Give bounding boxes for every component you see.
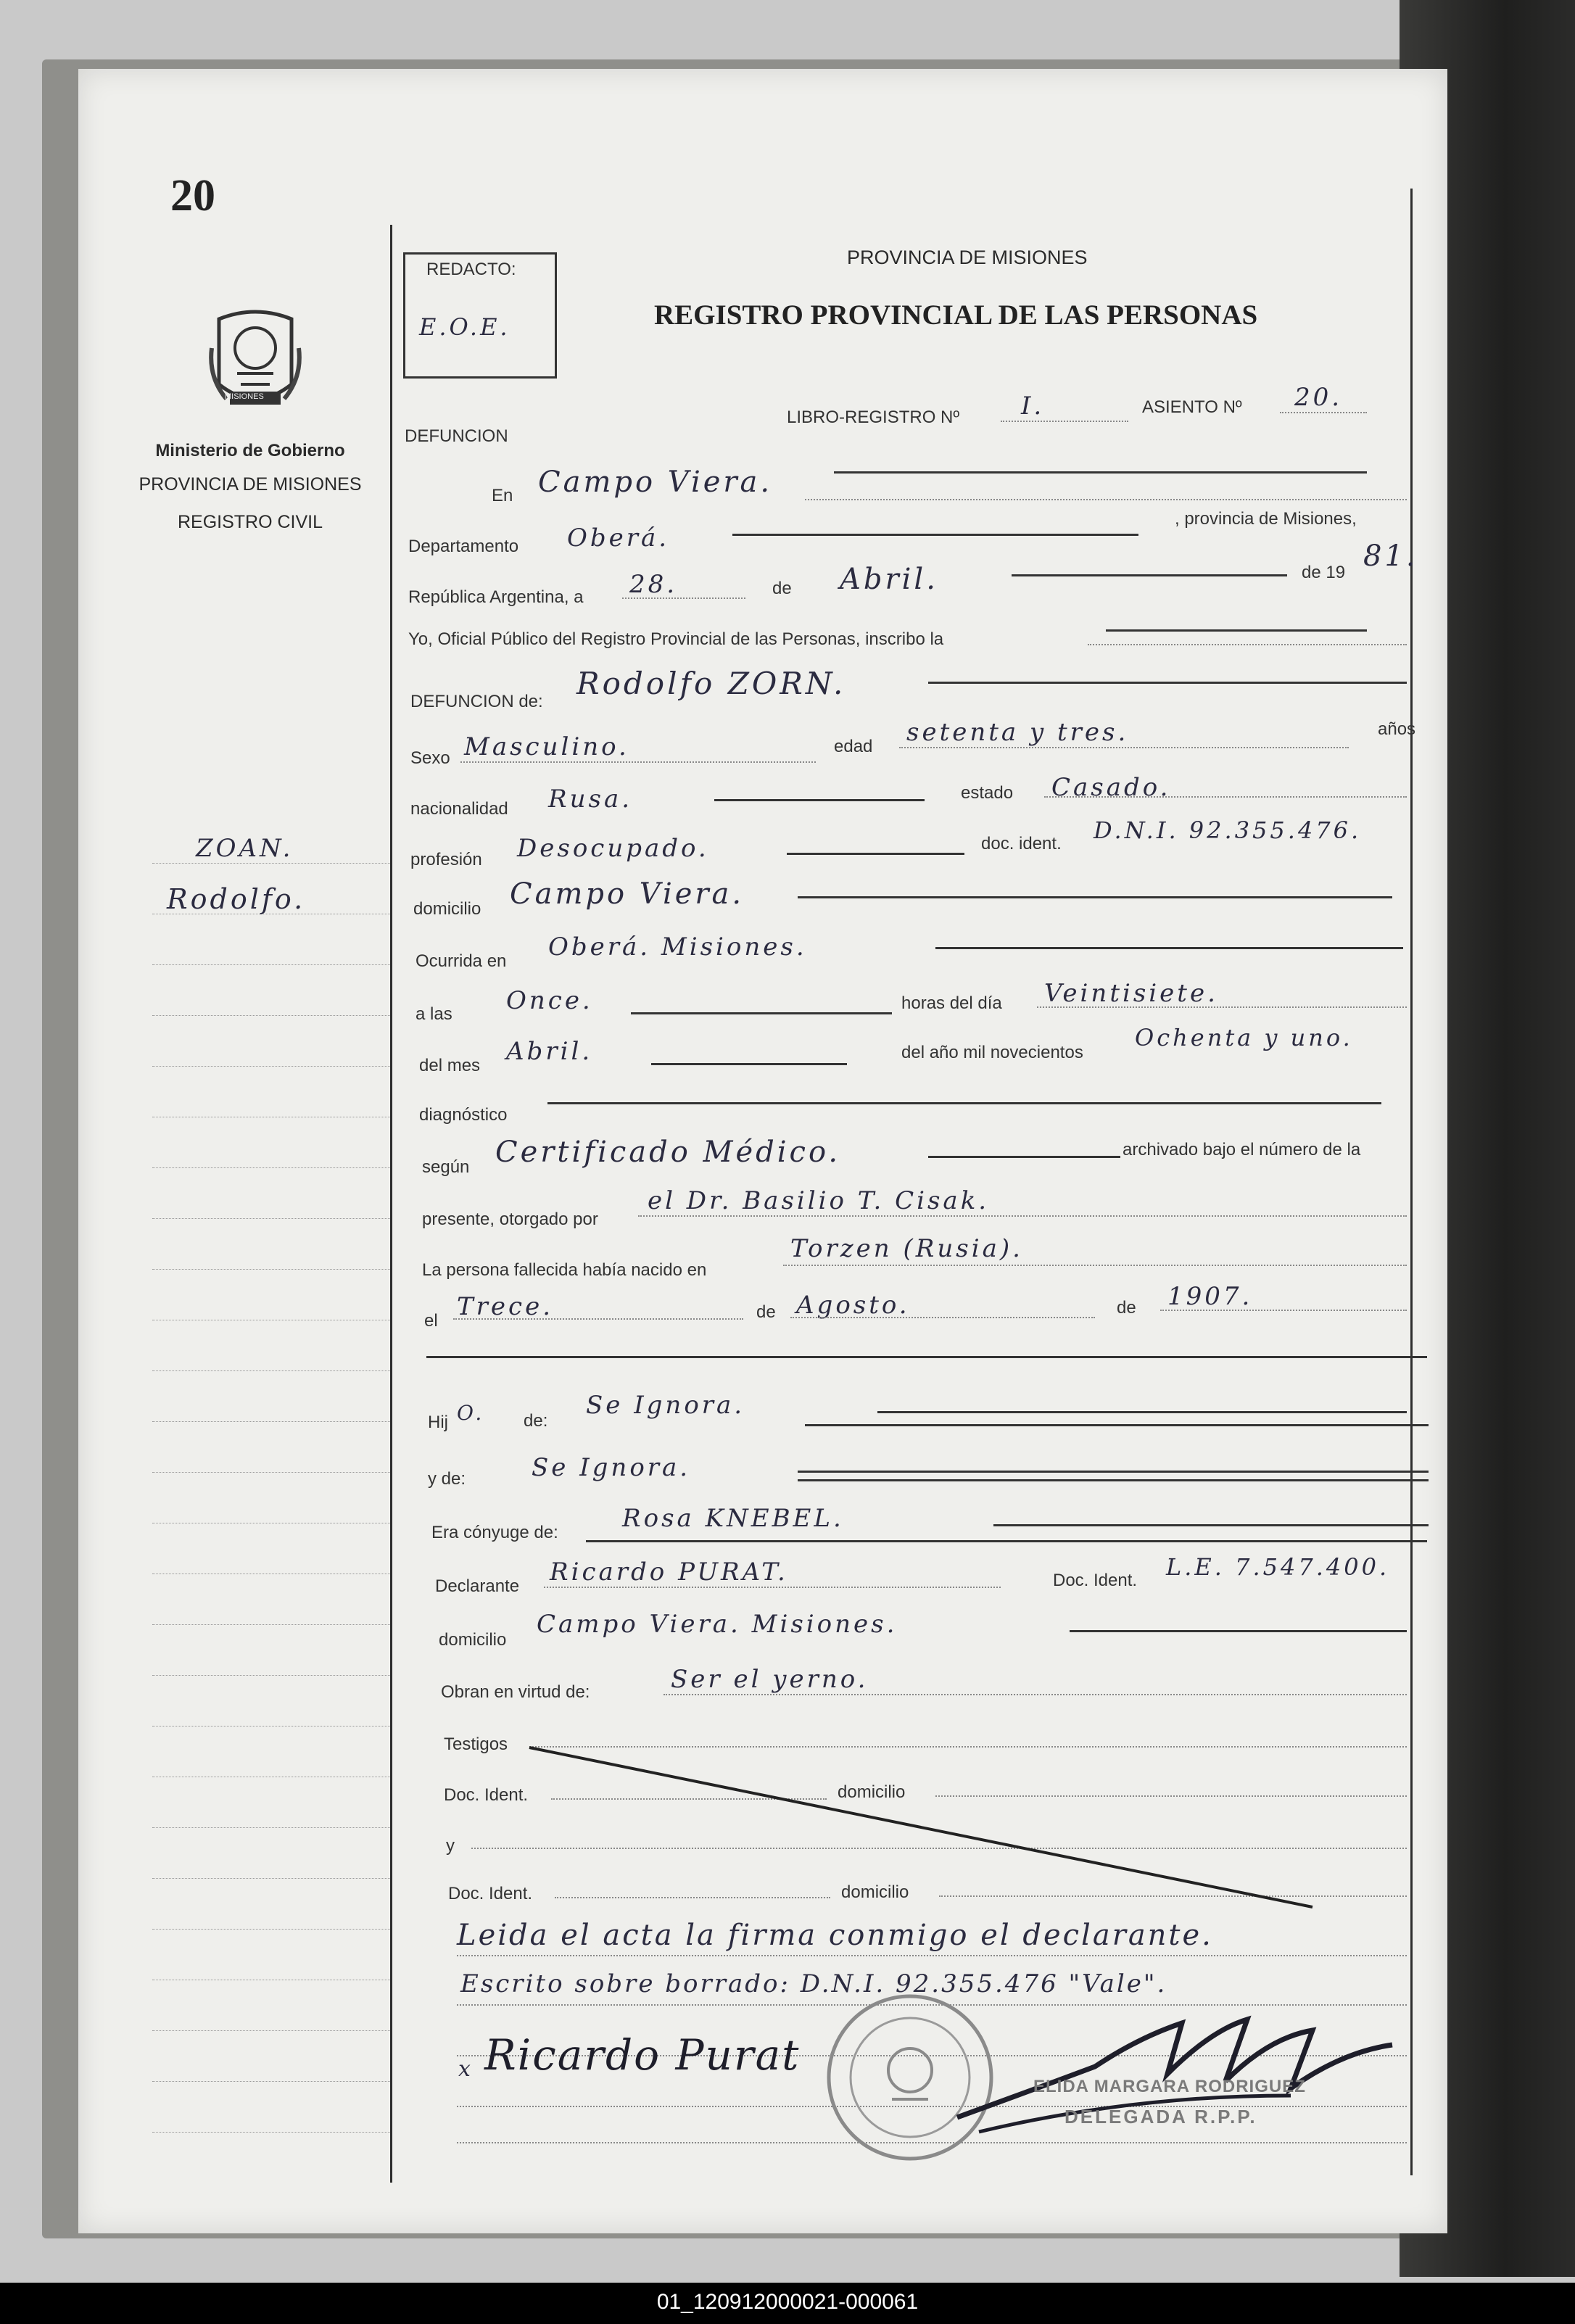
redacto-value: E.O.E. [419,313,510,341]
stamp-name: ELIDA MARGARA RODRIGUEZ [1033,2077,1306,2096]
estado-label: estado [961,783,1014,803]
hijo-de-label: de: [524,1411,548,1431]
asiento-value: 20. [1294,383,1343,412]
conyuge-label: Era cónyuge de: [431,1523,558,1542]
de2-label: de [756,1302,776,1322]
coat-of-arms-seal [204,305,306,421]
docident-label: Doc. Ident. [1053,1571,1138,1590]
en-label: En [492,486,513,505]
de3-label: de [1117,1298,1136,1318]
closing-line-2: Escrito sobre borrado: D.N.I. 92.355.476 "Vale". [460,1969,1167,1998]
declarante-doc-value: L.E. 7.547.400. [1166,1553,1390,1581]
edad-label: edad [834,737,873,756]
ocurrida-value: Oberá. Misiones. [548,933,807,962]
domicilio2-label: domicilio [439,1630,507,1650]
death-year-value: 81. [1363,539,1418,573]
stamp-title: DELEGADA R.P.P. [1065,2106,1257,2127]
obran-value: Ser el yerno. [671,1665,869,1694]
segun-label: según [422,1157,470,1177]
departamento-value: Oberá. [567,524,670,553]
mother-value: Se Ignora. [532,1453,691,1482]
seal-text: MISIONES [225,392,264,401]
diagnostico-label: diagnóstico [419,1105,508,1125]
nacionalidad-label: nacionalidad [410,799,508,819]
anio-mil-value: Ochenta y uno. [1135,1024,1353,1051]
document-title: REGISTRO PROVINCIAL DE LAS PERSONAS [654,299,1258,331]
anio-mil-label: del año mil novecientos [901,1043,1083,1062]
declarante-label: Declarante [435,1576,520,1596]
delmes-value: Abril. [506,1037,593,1066]
testigos-label: Testigos [444,1734,508,1754]
doc-ident-value: D.N.I. 92.355.476. [1094,816,1362,844]
redacto-label: REDACTO: [426,260,516,279]
margin-given-name: Rodolfo. [167,883,306,915]
spouse-value: Rosa KNEBEL. [622,1504,844,1533]
libro-label: LIBRO-REGISTRO Nº [787,408,960,427]
anos-label: años [1378,719,1416,739]
father-value: Se Ignora. [586,1391,745,1420]
ministry-name: Ministerio de Gobierno [155,441,345,460]
file-id: 01_120912000021-000061 [656,2290,919,2314]
testigo1-domicilio-label: domicilio [838,1782,906,1802]
death-day-value: 28. [629,570,678,599]
birth-month-value: Agosto. [796,1291,910,1320]
closing-line-1: Leida el acta la firma conmigo el declarante. [457,1919,1213,1952]
province-name: PROVINCIA DE MISIONES [139,474,362,495]
declarante-signature: Ricardo Purat [484,2030,801,2080]
form-left-border [390,225,392,2183]
declarante-value: Ricardo PURAT. [550,1558,788,1587]
header-province: PROVINCIA DE MISIONES [847,247,1088,268]
nacionalidad-value: Rusa. [548,785,633,814]
alas-value: Once. [506,986,593,1015]
testigo2-domicilio-label: domicilio [841,1882,909,1902]
departamento-label: Departamento [408,537,519,556]
form-right-border [1410,189,1413,2175]
profesion-value: Desocupado. [517,834,709,863]
archivado-label: archivado bajo el número de la [1123,1140,1361,1159]
obran-label: Obran en virtud de: [441,1682,590,1702]
testigo1-doc-label: Doc. Ident. [444,1785,529,1805]
deceased-name-value: Rodolfo ZORN. [576,666,846,701]
domicilio-value: Campo Viera. [510,877,745,911]
ocurrida-label: Ocurrida en [416,951,507,971]
horas-value: Veintisiete. [1044,979,1218,1008]
edad-value: setenta y tres. [906,718,1129,747]
en-value: Campo Viera. [538,466,773,499]
presente-label: presente, otorgado por [422,1209,598,1229]
margin-surname: ZOAN. [196,834,294,863]
testigo2-label: y [446,1836,455,1856]
provincia-label: , provincia de Misiones, [1175,509,1357,529]
de-anio-label: de 19 [1302,563,1346,582]
yo-text: Yo, Oficial Público del Registro Provincial de las Personas, inscribo la [408,629,944,649]
domicilio-label: domicilio [413,899,481,919]
nacido-label: La persona fallecida había nacido en [422,1260,707,1280]
testigo2-doc-label: Doc. Ident. [448,1884,533,1903]
birth-day-value: Trece. [457,1292,554,1321]
presente-value: el Dr. Basilio T. Cisak. [648,1186,990,1215]
birth-year-value: 1907. [1167,1282,1253,1311]
profesion-label: profesión [410,850,482,869]
defuncion-label: DEFUNCION de: [410,692,543,711]
sexo-value: Masculino. [464,732,629,761]
page-number: 20 [170,171,215,220]
republica-label: República Argentina, a [408,587,584,607]
death-month-value: Abril. [840,563,938,596]
el-label: el [424,1311,438,1331]
estado-value: Casado. [1051,773,1171,802]
delmes-label: del mes [419,1056,481,1075]
sexo-label: Sexo [410,748,450,768]
de-label: de [772,579,792,598]
registry-name: REGISTRO CIVIL [177,512,323,532]
horas-label: horas del día [901,993,1002,1013]
asiento-label: ASIENTO Nº [1142,397,1242,417]
signature-x-mark: x [458,2056,474,2082]
act-type: DEFUNCION [405,426,508,446]
hijo-label: Hij [428,1413,448,1432]
libro-value: I. [1021,392,1045,421]
yde-label: y de: [428,1469,466,1489]
nacido-value: Torzen (Rusia). [790,1234,1023,1263]
declarante-domicilio-value: Campo Viera. Misiones. [537,1610,898,1639]
segun-value: Certificado Médico. [495,1136,841,1169]
doc-ident-label: doc. ident. [981,834,1062,853]
testigos-strike-line [522,1740,1320,1914]
alas-label: a las [416,1004,452,1024]
hijo-suffix: O. [457,1401,485,1425]
